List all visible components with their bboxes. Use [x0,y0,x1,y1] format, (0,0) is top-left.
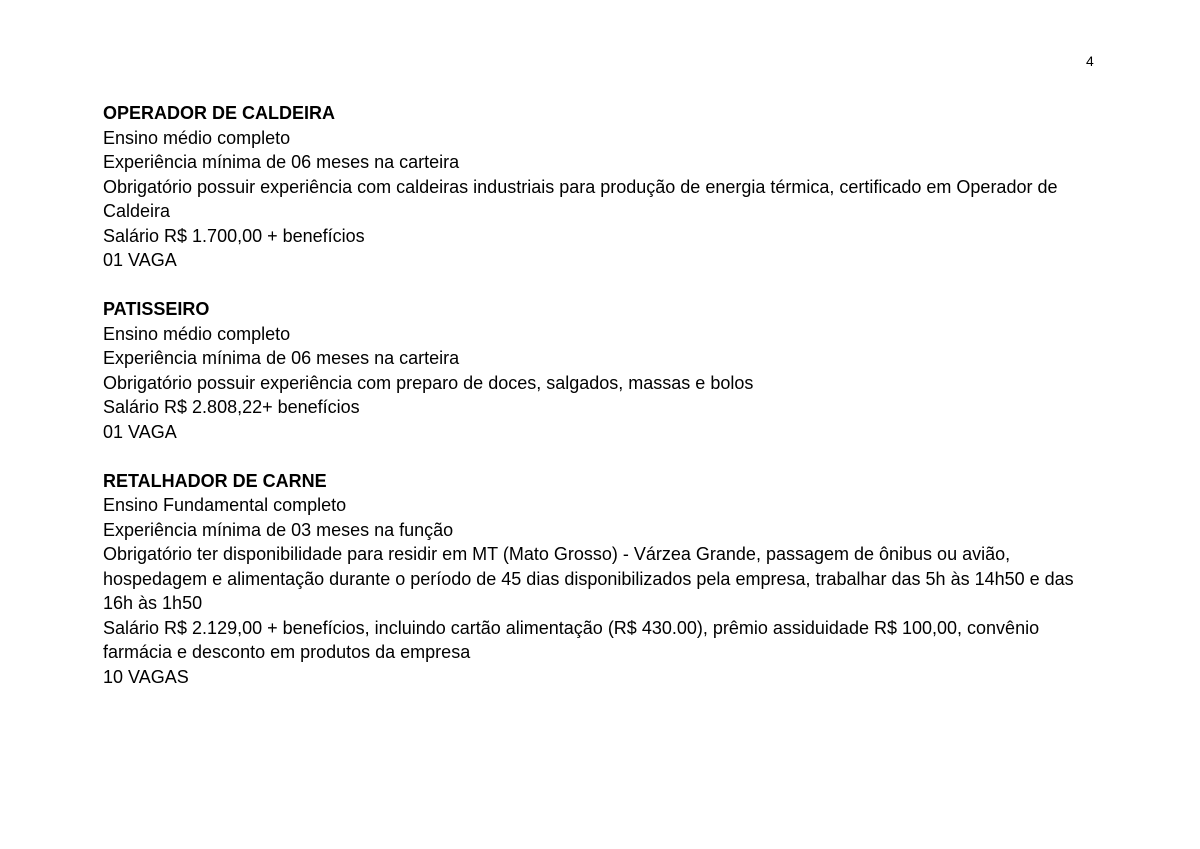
mandatory-requirement: Obrigatório possuir experiência com preparo de doces, salgados, massas e bolos [103,372,754,393]
salary-info: Salário R$ 1.700,00 + benefícios [103,225,365,246]
job-operador-de-caldeira [103,101,1103,273]
vacancy-count: 01 VAGA [103,250,177,270]
job-listings [103,101,1103,714]
vacancy-count: 10 VAGAS [103,666,189,687]
salary-info: Salário R$ 2.129,00 + benefícios, incluindo cartão alimentação (R$ 430.00), prêmio assiduidade R$ 100,00, convênio farmácia e desconto em produtos da empresa [103,617,1040,662]
job-retalhador-de-carne [103,469,1103,690]
education-requirement: Ensino Fundamental completo [103,495,347,515]
job-title: RETALHADOR DE CARNE [103,470,327,491]
page-number: 4 [1086,53,1094,69]
education-requirement: Ensino médio completo [103,323,291,344]
job-title: OPERADOR DE CALDEIRA [103,103,336,123]
experience-requirement: Experiência mínima de 03 meses na função [103,519,454,540]
experience-requirement: Experiência mínima de 06 meses na carteira [103,348,460,368]
job-patisseiro [103,297,1103,444]
vacancy-count: 01 VAGA [103,421,177,442]
education-requirement: Ensino médio completo [103,127,291,148]
mandatory-requirement: Obrigatório possuir experiência com caldeiras industriais para produção de energia térmica, certificado em Operador de Caldeira [103,176,1058,221]
job-title: PATISSEIRO [103,299,210,319]
mandatory-requirement: Obrigatório ter disponibilidade para residir em MT (Mato Grosso) - Várzea Grande, passagem de ônibus ou avião, hospedagem e alimentação durante o período de 45 dias disponibilizados pela empresa, trabalhar das 5h às 14h50 e das 16h às 1h50 [103,544,1074,613]
experience-requirement: Experiência mínima de 06 meses na carteira [103,152,460,172]
salary-info: Salário R$ 2.808,22+ benefícios [103,397,360,417]
